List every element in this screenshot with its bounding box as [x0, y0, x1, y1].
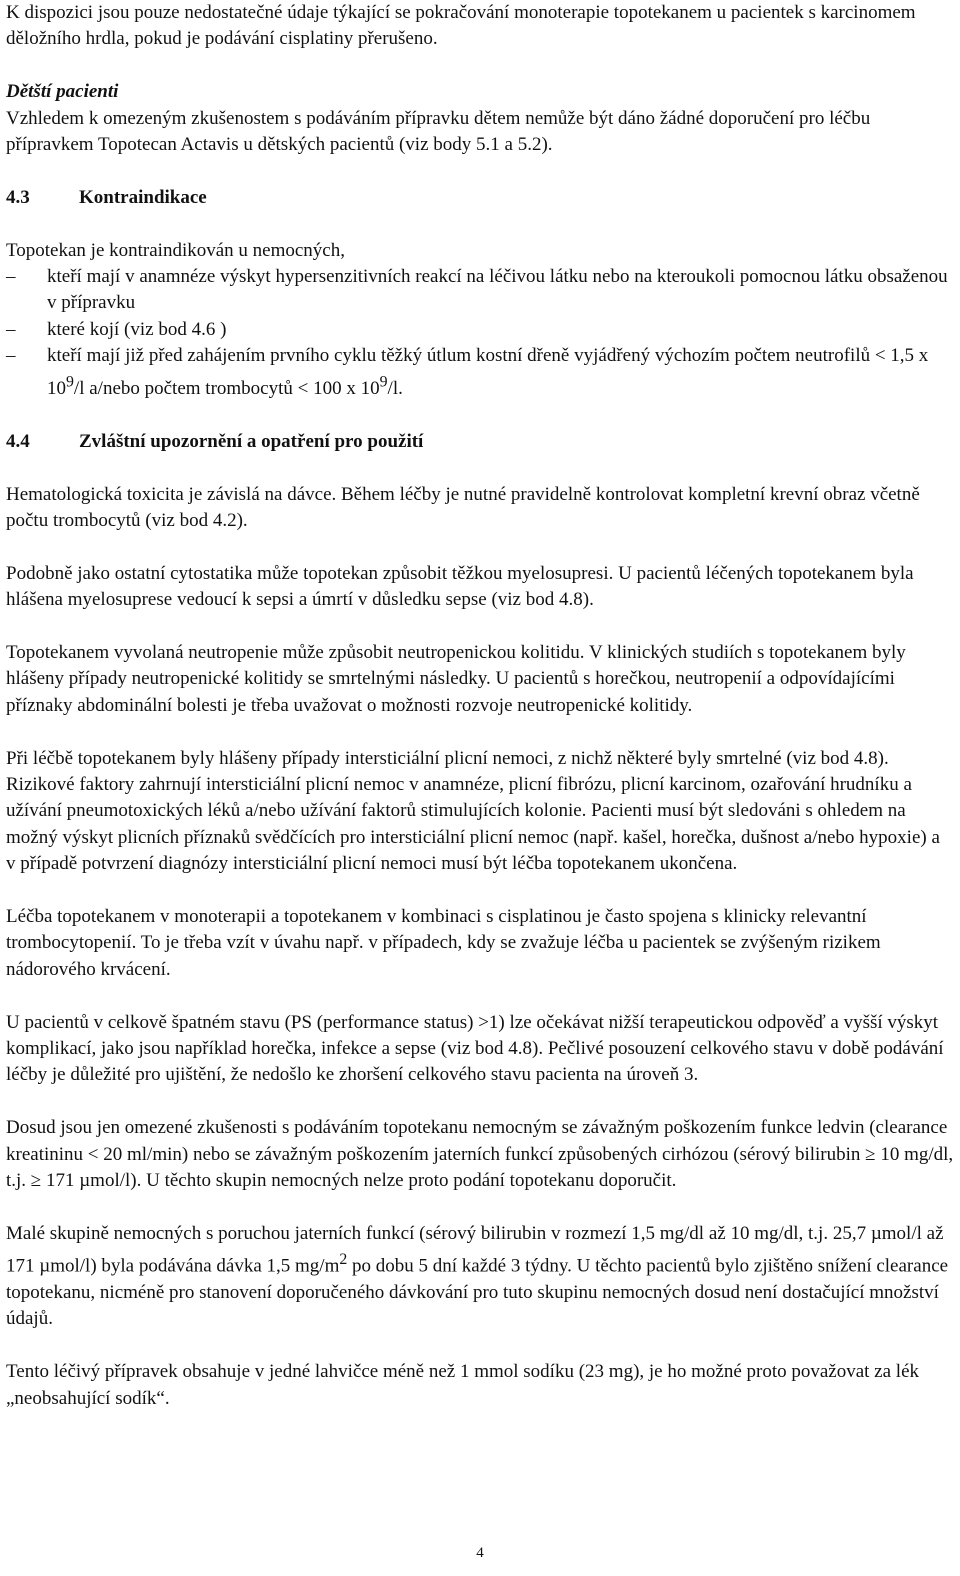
superscript: 2	[339, 1251, 348, 1269]
pediatric-paragraph: Vzhledem k omezeným zkušenostem s podáváním přípravku dětem nemůže být dáno žádné doporučení pro léčbu přípravkem Topotecan Actavis u dětských pacientů (viz body 5.1 a 5.2).	[6, 107, 871, 156]
dash-bullet: –	[6, 318, 16, 340]
text-run: kteří mají již před zahájením prvního cyklu těžký útlum kostní dřeně vyjádřený výchozím počtem neutrofilů < 1,5 x 10	[47, 345, 929, 399]
text-run: /l.	[387, 377, 403, 399]
list-item-text: kteří mají v anamnéze výskyt hypersenzitivních reakcí na léčivou látku nebo na kteroukoli pomocnou látku obsaženou v přípravku	[47, 266, 948, 314]
pediatric-heading: Dětští pacienti	[6, 81, 119, 103]
list-item	[6, 343, 954, 402]
warnings-paragraph: Hematologická toxicita je závislá na dávce. Během léčby je nutné pravidelně kontrolovat kompletní krevní obraz včetně počtu trombocytů (viz bod 4.2).	[6, 483, 920, 531]
contraindications-intro: Topotekan je kontraindikován u nemocných,	[6, 239, 345, 261]
text-run: /l a/nebo počtem trombocytů < 100 x 10	[73, 377, 380, 399]
list-item	[6, 317, 954, 343]
dash-bullet: –	[6, 266, 16, 288]
list-item-text: které kojí (viz bod 4.6 )	[47, 318, 227, 340]
page-number: 4	[476, 1545, 484, 1561]
warnings-paragraph: Podobně jako ostatní cytostatika může topotekan způsobit těžkou myelosupresi. U pacientů léčených topotekanem byla hlášena myelosuprese vedoucí k sepsi a úmrtí v důsledku sepse (viz bod 4.8).	[6, 562, 914, 611]
warnings-paragraph: Léčba topotekanem v monoterapii a topotekanem v kombinaci s cisplatinou je často spojena s klinicky relevantní trombocytopenií. To je třeba vzít v úvahu např. v případech, kdy se zvažuje léčba u pacientek se zvýšeným rizikem nádorového krvácení.	[6, 906, 881, 980]
section-title: Kontraindikace	[79, 186, 207, 208]
text-run: Malé skupině nemocných s poruchou jaterních funkcí (sérový bilirubin v rozmezí 1,5 mg/dl až 10 mg/dl, t.j. 25,7 µmol/l až 171 µmol/l) byla podávána dávka 1,5 mg/m	[6, 1222, 944, 1277]
list-item-text	[47, 345, 928, 399]
superscript: 9	[66, 373, 74, 391]
intro-paragraph: K dispozici jsou pouze nedostatečné údaje týkající se pokračování monoterapie topotekanem u pacientek s karcinomem děložního hrdla, pokud je podávání cisplatiny přerušeno.	[6, 2, 916, 50]
section-number: 4.4	[6, 430, 30, 452]
section-number: 4.3	[6, 186, 30, 208]
text-run: po dobu 5 dní každé 3 týdny. U těchto pacientů bylo zjištěno snížení clearance topotekanu, nicméně pro stanovení doporučeného dávkování pro tuto skupinu nemocných dosud není dostačující množství údajů.	[6, 1255, 949, 1330]
section-title: Zvláštní upozornění a opatření pro použití	[79, 430, 424, 452]
contraindications-list	[6, 264, 954, 402]
list-item	[6, 264, 954, 317]
sodium-paragraph: Tento léčivý přípravek obsahuje v jedné lahvičce méně než 1 mmol sodíku (23 mg), je ho možné proto považovat za lék „neobsahující sodík“.	[6, 1361, 920, 1409]
warnings-paragraph: Dosud jsou jen omezené zkušenosti s podáváním topotekanu nemocným se závažným poškozením funkce ledvin (clearance kreatininu < 20 ml/min) nebo se závažným poškozením jaterních funkcí způsobených cirhózou (sérový bilirubin ≥ 10 mg/dl, t.j. ≥ 171 µmol/l). U těchto skupin nemocných nelze proto podání topotekanu doporučit.	[6, 1117, 954, 1192]
hepatic-paragraph	[6, 1221, 954, 1333]
section-heading-warnings	[6, 429, 954, 455]
document-page	[6, 0, 954, 1412]
warnings-paragraph: Při léčbě topotekanem byly hlášeny případy intersticiální plicní nemoci, z nichž některé byly smrtelné (viz bod 4.8). Rizikové faktory zahrnují intersticiální plicní nemoc v anamnéze, plicní fibrózu, plicní karcinom, ozařování hrudníku a užívání pneumotoxických léků a/nebo užívání faktorů stimulujících kolonie. Pacienti musí být sledováni s ohledem na možný výskyt plicních příznaků svědčících pro intersticiální plicní nemoc (např. kašel, horečka, dušnost a/nebo hypoxie) a v případě potvrzení diagnózy intersticiální plicní nemoci musí být léčba topotekanem ukončena.	[6, 747, 940, 875]
warnings-paragraph: Topotekanem vyvolaná neutropenie může způsobit neutropenickou kolitidu. V klinických studiích s topotekanem byly hlášeny případy neutropenické kolitidy se smrtelnými následky. U pacientů s horečkou, neutropenií a odpovídajícími příznaky abdominální bolesti je třeba uvažovat o možnosti rozvoje neutropenické kolitidy.	[6, 641, 906, 716]
section-heading-contraindications	[6, 185, 954, 211]
dash-bullet: –	[6, 345, 16, 367]
warnings-paragraph: U pacientů v celkově špatném stavu (PS (performance status) >1) lze očekávat nižší terapeutickou odpověď a vyšší výskyt komplikací, jako jsou například horečka, infekce a sepse (viz bod 4.8). Pečlivé posouzení celkového stavu v době podávání léčby je důležité pro ujištění, že nedošlo ke zhoršení celkového stavu pacienta na úroveň 3.	[6, 1011, 944, 1086]
superscript: 9	[379, 373, 388, 391]
